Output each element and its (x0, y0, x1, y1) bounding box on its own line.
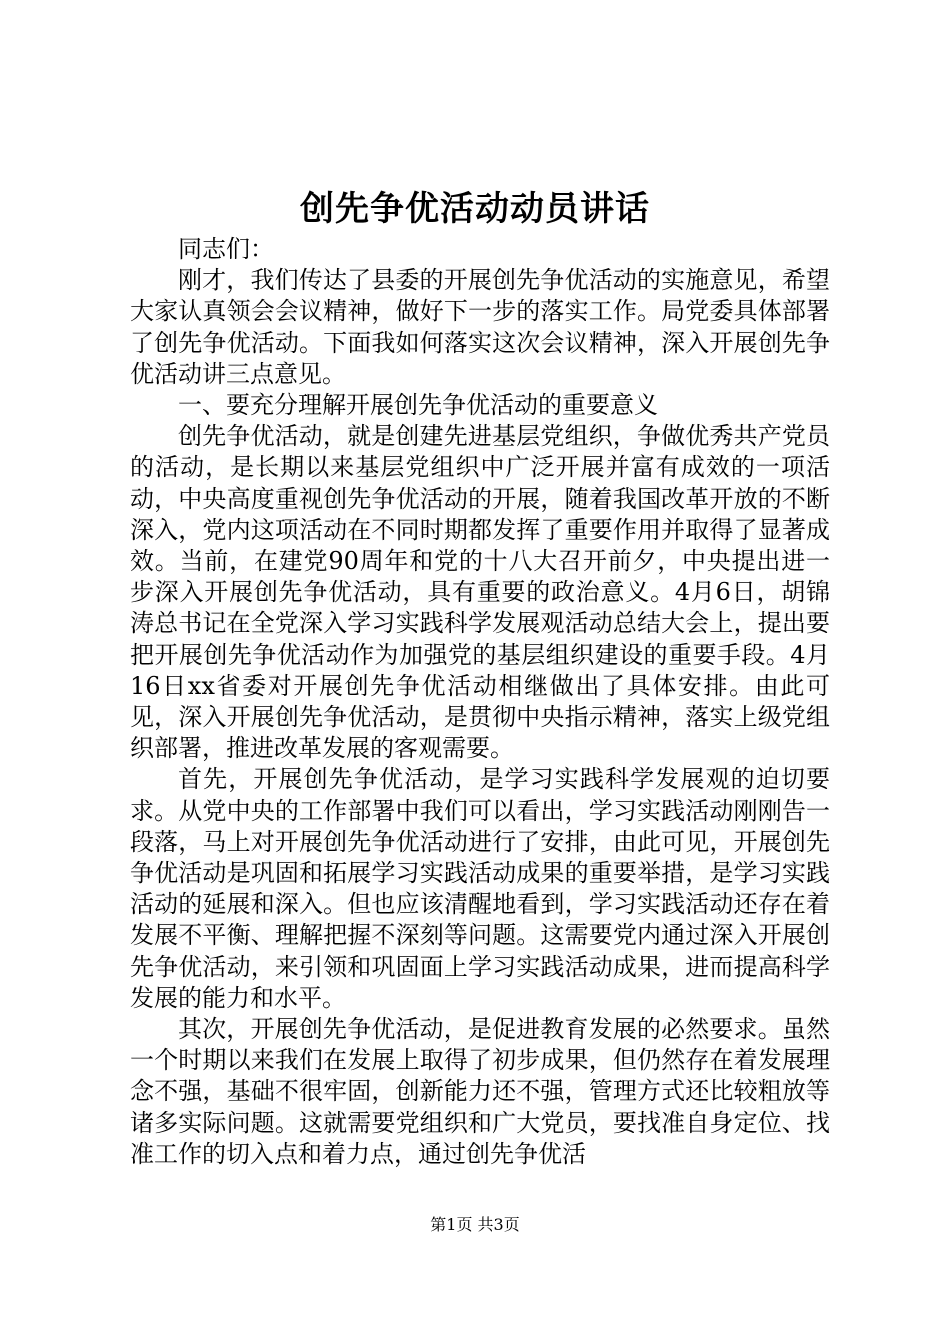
paragraph-second-point: 其次，开展创先争优活动，是促进教育发展的必然要求。虽然一个时期以来我们在发展上取得了初步成果，但仍然存在着发展理念不强，基础不很牢固，创新能力还不强，管理方式还比较粗放等诸多实际问题。这就需要党组织和广大党员，要找准自身定位、找准工作的切入点和着力点，通过创先争优活 (130, 1015, 830, 1168)
document-title: 创先争优活动动员讲话 (300, 189, 650, 229)
section-heading-1: 一、要充分理解开展创先争优活动的重要意义 (178, 391, 658, 420)
paragraph-intro: 刚才，我们传达了县委的开展创先争优活动的实施意见，希望大家认真领会会议精神，做好下一步的落实工作。局党委具体部署了创先争优活动。下面我如何落实这次会议精神，深入开展创先争优活动讲三点意见。 (130, 266, 830, 388)
page-footer: 第1页 共3页 (430, 1215, 520, 1234)
document-body (130, 234, 830, 1170)
paragraph-significance: 创先争优活动，就是创建先进基层党组织，争做优秀共产党员的活动，是长期以来基层党组织中广泛开展并富有成效的一项活动，中央高度重视创先争优活动的开展，随着我国改革开放的不断深入，党内这项活动在不同时期都发挥了重要作用并取得了显著成效。当前，在建党90周年和党的十八大召开前夕，中央提出进一步深入开展创先争优活动，具有重要的政治意义。4月6日，胡锦涛总书记在全党深入学习实践科学发展观活动总结大会上，提出要把开展创先争优活动作为加强党的基层组织建设的重要手段。4月16日xx省委对开展创先争优活动相继做出了具体安排。由此可见，深入开展创先争优活动，是贯彻中央指示精神，落实上级党组织部署，推进改革发展的客观需要。 (130, 422, 830, 763)
paragraph-first-point: 首先，开展创先争优活动，是学习实践科学发展观的迫切要求。从党中央的工作部署中我们可以看出，学习实践活动刚刚告一段落，马上对开展创先争优活动进行了安排，由此可见，开展创先争优活动是巩固和拓展学习实践活动成果的重要举措，是学习实践活动的延展和深入。但也应该清醒地看到，学习实践活动还存在着发展不平衡、理解把握不深刻等问题。这需要党内通过深入开展创先争优活动，来引领和巩固面上学习实践活动成果，进而提高科学发展的能力和水平。 (130, 765, 830, 1012)
salutation: 同志们： (178, 235, 274, 263)
